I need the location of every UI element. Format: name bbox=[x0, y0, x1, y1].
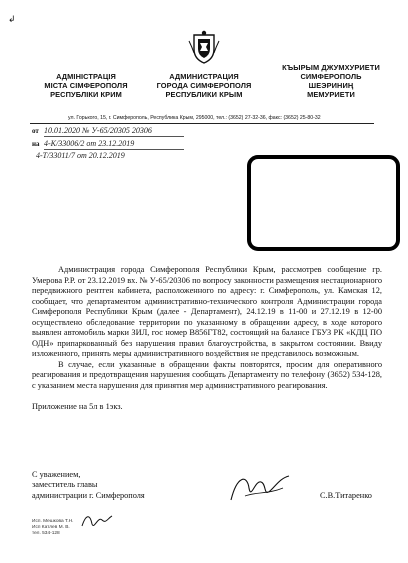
signatory-title-2: администрации г. Симферополя bbox=[32, 490, 145, 500]
executor-line-3: тел. 534-128 bbox=[32, 531, 60, 536]
handwritten-signature bbox=[225, 470, 295, 508]
attachment-note: Приложение на 5л в 1экз. bbox=[32, 401, 123, 411]
letter-body bbox=[32, 265, 382, 412]
header-center-ru: АДМИНИСТРАЦИЯ ГОРОДА СИМФЕРОПОЛЯ РЕСПУБЛИКИ КРЫМ bbox=[156, 72, 252, 99]
to-label: на bbox=[32, 140, 40, 148]
body-paragraph-2: В случае, если указанные в обращении факты повторятся, просим для оперативного реагирования и предотвращения нарушения сообщать Департаменту по телефону (3652) 534-128, с указанием места нарушения для принятия мер административного реагирования. bbox=[32, 359, 382, 391]
executor-line-2: Исп Катлев М. В. bbox=[32, 525, 70, 530]
registration-underline-2 bbox=[44, 149, 184, 150]
from-label: от bbox=[32, 127, 39, 135]
signatory-title-1: заместитель главы bbox=[32, 480, 98, 490]
header-left-ua: АДМІНІСТРАЦІЯ МІСТА СІМФЕРОПОЛЯ РЕСПУБЛІКИ КРИМ bbox=[44, 72, 128, 99]
body-paragraph-1: Администрация города Симферополя Республики Крым, рассмотрев сообщение гр. Умерова Р.Р. от 23.12.2019 вх. № У-65/20306 по вопросу законности размещения нестационарного передвижного рентген кабинета, расположенного по адресу: г. Симферополь, ул. Камская 12, сообщает, что департаментом административно-технического контроля Администрации города Симферополя Республики Крым (далее - Департамент), 24.12.19 в 11-00 и 27.12.19 в 12-00 осуществлено обследование территории по указанному в обращении адресу, в ходе которого выявлен автомобиль марки ЗИЛ, гос номер В856ГТ82, состоящий на балансе ГБУЗ РК «КДЦ ПО ОДН» припаркованный без нарушения правил благоустройства, в закрытом состоянии. Ввиду изложенного, принять меры административного воздействия не представилось возможным. bbox=[32, 265, 382, 359]
coat-of-arms-emblem bbox=[186, 29, 222, 65]
registration-underline-1 bbox=[44, 136, 184, 137]
registration-line-2: 4-К/33006/2 от 23.12.2019 bbox=[44, 139, 135, 148]
executor-line-1: Исп. Мешкова Т.Н. bbox=[32, 519, 74, 524]
page-mark: ↲ bbox=[8, 14, 16, 24]
closing-line: С уважением, bbox=[32, 470, 81, 479]
header-address: ул. Горького, 15, г. Симферополь, Республика Крым, 295000, тел.: (3652) 27-32-36, факс: (3652) 25-80-32 bbox=[68, 115, 321, 121]
redaction-box bbox=[247, 155, 400, 251]
header-rule bbox=[30, 123, 374, 124]
header-right-crh: КЪЫРЫМ ДЖУМХУРИЕТИ СИМФЕРОПОЛЬ ШЕЭРИНИҢ МЕМУРИЕТИ bbox=[282, 63, 380, 99]
registration-line-3: 4-Т/33011/7 от 20.12.2019 bbox=[36, 151, 125, 160]
executor-initials-scribble bbox=[80, 512, 114, 532]
executor-info bbox=[32, 519, 74, 537]
registration-line-1: 10.01.2020 № У-65/20305 20306 bbox=[44, 126, 152, 135]
signatory-name: С.В.Титаренко bbox=[320, 491, 372, 500]
signature-block bbox=[32, 470, 145, 501]
